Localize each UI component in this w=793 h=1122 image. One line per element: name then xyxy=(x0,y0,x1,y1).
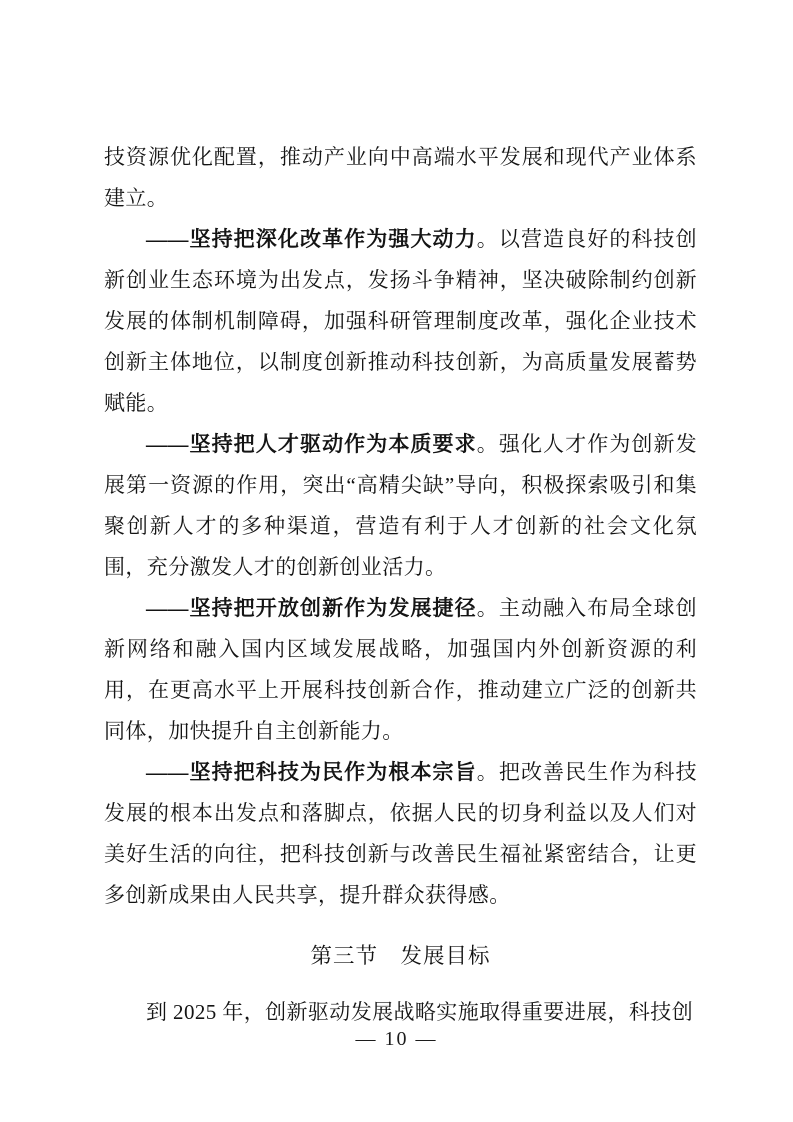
principle-body-tech-for-people: 。把改善民生作为科技发展的根本出发点和落脚点，依据人民的切身利益以及人们对美好生活的向往，把科技创新与改善民生福祉紧密结合，让更多创新成果由人民共享，提升群众获得感。 xyxy=(104,760,698,907)
principle-paragraph-tech-for-people xyxy=(104,752,697,916)
page-content xyxy=(104,137,697,1033)
principle-lead-tech-for-people: ——坚持把科技为民作为根本宗旨 xyxy=(146,760,477,784)
section-heading: 第三节 发展目标 xyxy=(310,944,491,968)
paragraph-continuation: 技资源优化配置，推动产业向中高端水平发展和现代产业体系建立。 xyxy=(104,145,697,210)
principle-lead-open-innovation: ——坚持把开放创新作为发展捷径 xyxy=(146,596,477,620)
principle-body-reform: 。以营造良好的科技创新创业生态环境为出发点，发扬斗争精神，坚决破除制约创新发展的体制机制障碍，加强科研管理制度改革，强化企业技术创新主体地位，以制度创新推动科技创新，为高质量发展蓄势赋能。 xyxy=(104,227,698,415)
principle-paragraph-reform xyxy=(104,219,697,424)
page-number: — 10 — xyxy=(355,1028,438,1050)
principle-lead-reform: ——坚持把深化改革作为强大动力 xyxy=(146,227,477,251)
principle-paragraph-open-innovation xyxy=(104,588,697,752)
paragraph-development-goals: 到 2025 年，创新驱动发展战略实施取得重要进展，科技创 xyxy=(146,1000,694,1024)
principle-body-open-innovation: 。主动融入布局全球创新网络和融入国内区域发展战略，加强国内外创新资源的利用，在更高水平上开展科技创新合作，推动建立广泛的创新共同体，加快提升自主创新能力。 xyxy=(104,596,698,743)
principle-paragraph-talent xyxy=(104,424,697,588)
page-footer xyxy=(0,1026,793,1052)
principle-body-talent: 。强化人才作为创新发展第一资源的作用，突出“高精尖缺”导向，积极探索吸引和集聚创新人才的多种渠道，营造有利于人才创新的社会文化氛围，充分激发人才的创新创业活力。 xyxy=(104,432,698,579)
principle-lead-talent: ——坚持把人才驱动作为本质要求 xyxy=(146,432,477,456)
